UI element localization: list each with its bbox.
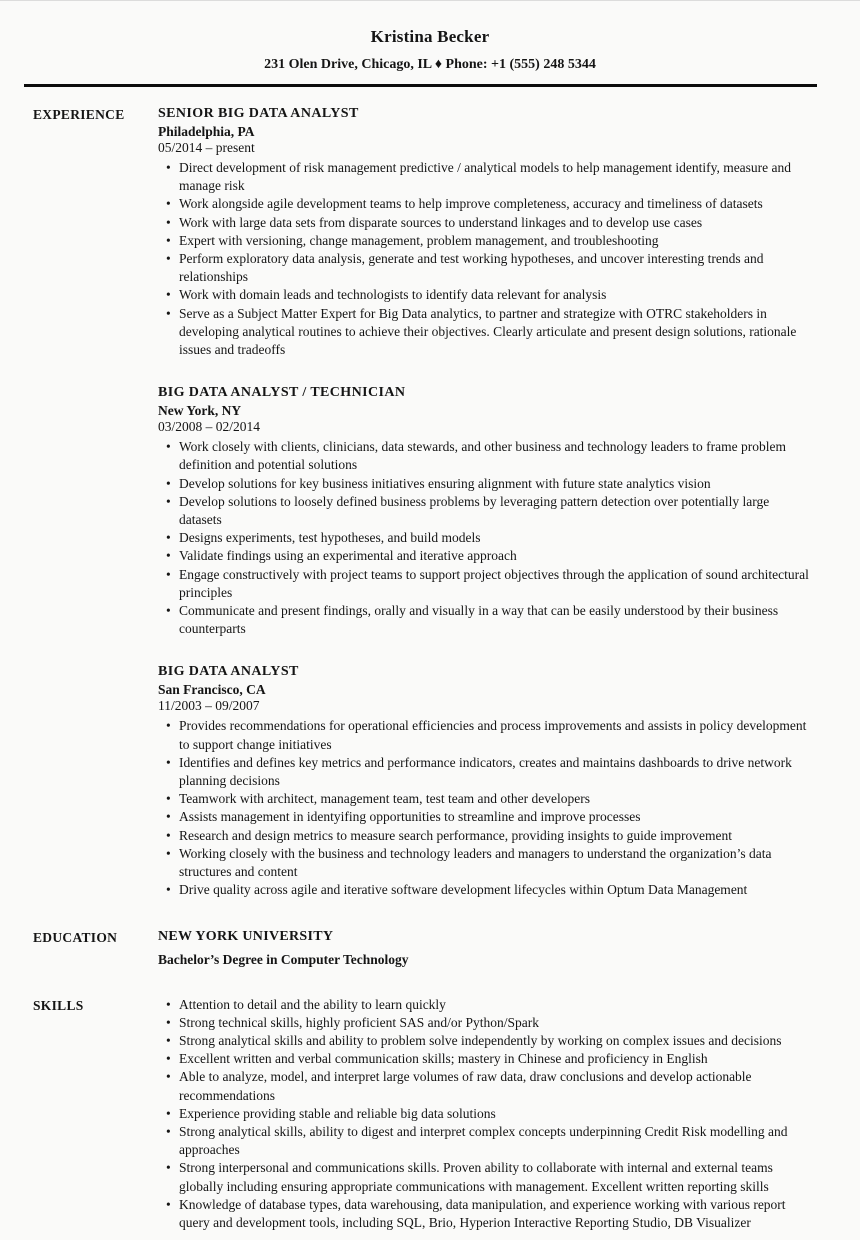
job-bullet: • Develop solutions to loosely defined business problems by leveraging pattern detection over potentially large datasets <box>166 493 815 529</box>
skill-bullet: • Experience providing stable and reliable big data solutions <box>166 1105 815 1123</box>
job-bullet: • Serve as a Subject Matter Expert for Big Data analytics, to partner and strategize with OTRC stakeholders in developing analytical routines to achieve their objectives. Clearly articulate and present design solutions, rationale issues and tradeoffs <box>166 305 815 360</box>
education-school: NEW YORK UNIVERSITY <box>158 928 334 944</box>
job-bullet: • Work closely with clients, clinicians, data stewards, and other business and technology leaders to frame problem definition and potential solutions <box>166 438 815 474</box>
person-name: Kristina Becker <box>370 27 490 46</box>
skills-list <box>158 996 815 1233</box>
resume-header <box>0 26 860 87</box>
job-location: Philadelphia, PA <box>158 124 255 139</box>
job-bullet: • Teamwork with architect, management team, test team and other developers <box>166 790 815 808</box>
skills-content <box>158 995 815 1233</box>
job-location: New York, NY <box>158 403 242 419</box>
job-bullet-list <box>158 717 815 899</box>
job-bullet: • Identifies and defines key metrics and performance indicators, creates and maintains dashboards to drive network planning decisions <box>166 754 815 790</box>
experience-section <box>0 104 860 900</box>
job-bullet: • Work alongside agile development teams to help improve completeness, accuracy and timeliness of datasets <box>166 195 815 213</box>
job-dates: 03/2008 – 02/2014 <box>158 419 261 435</box>
job-entry <box>158 104 815 359</box>
job-bullet: • Direct development of risk management predictive / analytical models to help management identify, measure and manage risk <box>166 159 815 195</box>
job-bullet: • Work with domain leads and technologists to identify data relevant for analysis <box>166 286 815 304</box>
job-bullet: • Working closely with the business and technology leaders and managers to understand the organization’s data structures and content <box>166 845 815 881</box>
job-bullet: • Engage constructively with project teams to support project objectives through the application of sound architectural principles <box>166 566 815 602</box>
education-section <box>0 927 860 969</box>
job-entry <box>158 383 815 638</box>
job-bullet: • Work with large data sets from disparate sources to understand linkages and to develop use cases <box>166 214 815 232</box>
job-bullet: • Expert with versioning, change management, problem management, and troubleshooting <box>166 232 815 250</box>
job-title: SENIOR BIG DATA ANALYST <box>158 106 359 121</box>
contact-line: 231 Olen Drive, Chicago, IL ♦ Phone: +1 (555) 248 5344 <box>264 57 596 72</box>
job-title: BIG DATA ANALYST / TECHNICIAN <box>158 385 406 401</box>
skill-bullet: • Knowledge of database types, data warehousing, data manipulation, and experience working with various report query and development tools, including SQL, Brio, Hyperion Interactive Reporting Studio, DB Visualizer <box>166 1196 815 1232</box>
skill-bullet: • Attention to detail and the ability to learn quickly <box>166 996 815 1014</box>
skills-section <box>0 995 860 1233</box>
job-bullet: • Validate findings using an experimental and iterative approach <box>166 547 815 565</box>
job-bullet: • Provides recommendations for operational efficiencies and process improvements and assists in policy development to support change initiatives <box>166 717 815 753</box>
job-dates: 11/2003 – 09/2007 <box>158 698 260 714</box>
skill-bullet: • Strong analytical skills, ability to digest and interpret complex concepts underpinning Credit Risk modelling and approaches <box>166 1123 815 1159</box>
job-entry <box>158 662 815 899</box>
skill-bullet: • Excellent written and verbal communication skills; mastery in Chinese and proficiency in English <box>166 1050 815 1068</box>
job-bullet: • Drive quality across agile and iterative software development lifecycles within Optum Data Management <box>166 881 815 899</box>
job-bullet-list <box>158 159 815 359</box>
skill-bullet: • Strong analytical skills and ability to problem solve independently by working on complex issues and decisions <box>166 1032 815 1050</box>
job-bullet: • Research and design metrics to measure search performance, providing insights to guide improvement <box>166 827 815 845</box>
skill-bullet: • Able to analyze, model, and interpret large volumes of raw data, draw conclusions and develop actionable recommendations <box>166 1068 815 1104</box>
header-divider <box>24 84 817 87</box>
section-label-experience: EXPERIENCE <box>33 107 125 122</box>
job-bullet: • Communicate and present findings, orally and visually in a way that can be easily understood by their business counterparts <box>166 602 815 638</box>
job-bullet: • Designs experiments, test hypotheses, and build models <box>166 529 815 547</box>
job-title: BIG DATA ANALYST <box>158 664 299 680</box>
job-location: San Francisco, CA <box>158 682 266 698</box>
experience-jobs <box>158 104 815 900</box>
job-bullet: • Perform exploratory data analysis, generate and test working hypotheses, and uncover interesting trends and relationships <box>166 250 815 286</box>
job-dates: 05/2014 – present <box>158 140 255 155</box>
job-bullet-list <box>158 438 815 638</box>
section-label-education: EDUCATION <box>33 929 118 945</box>
education-degree: Bachelor’s Degree in Computer Technology <box>158 951 409 967</box>
section-label-skills: SKILLS <box>33 997 84 1013</box>
education-content <box>158 927 815 969</box>
skill-bullet: • Strong technical skills, highly proficient SAS and/or Python/Spark <box>166 1014 815 1032</box>
skill-bullet: • Strong interpersonal and communications skills. Proven ability to collaborate with internal and external teams globally including ensuring appropriate communications with management. Excellent written reporting skills <box>166 1159 815 1195</box>
job-bullet: • Develop solutions for key business initiatives ensuring alignment with future state analytics vision <box>166 475 815 493</box>
job-bullet: • Assists management in identyifing opportunities to streamline and improve processes <box>166 808 815 826</box>
